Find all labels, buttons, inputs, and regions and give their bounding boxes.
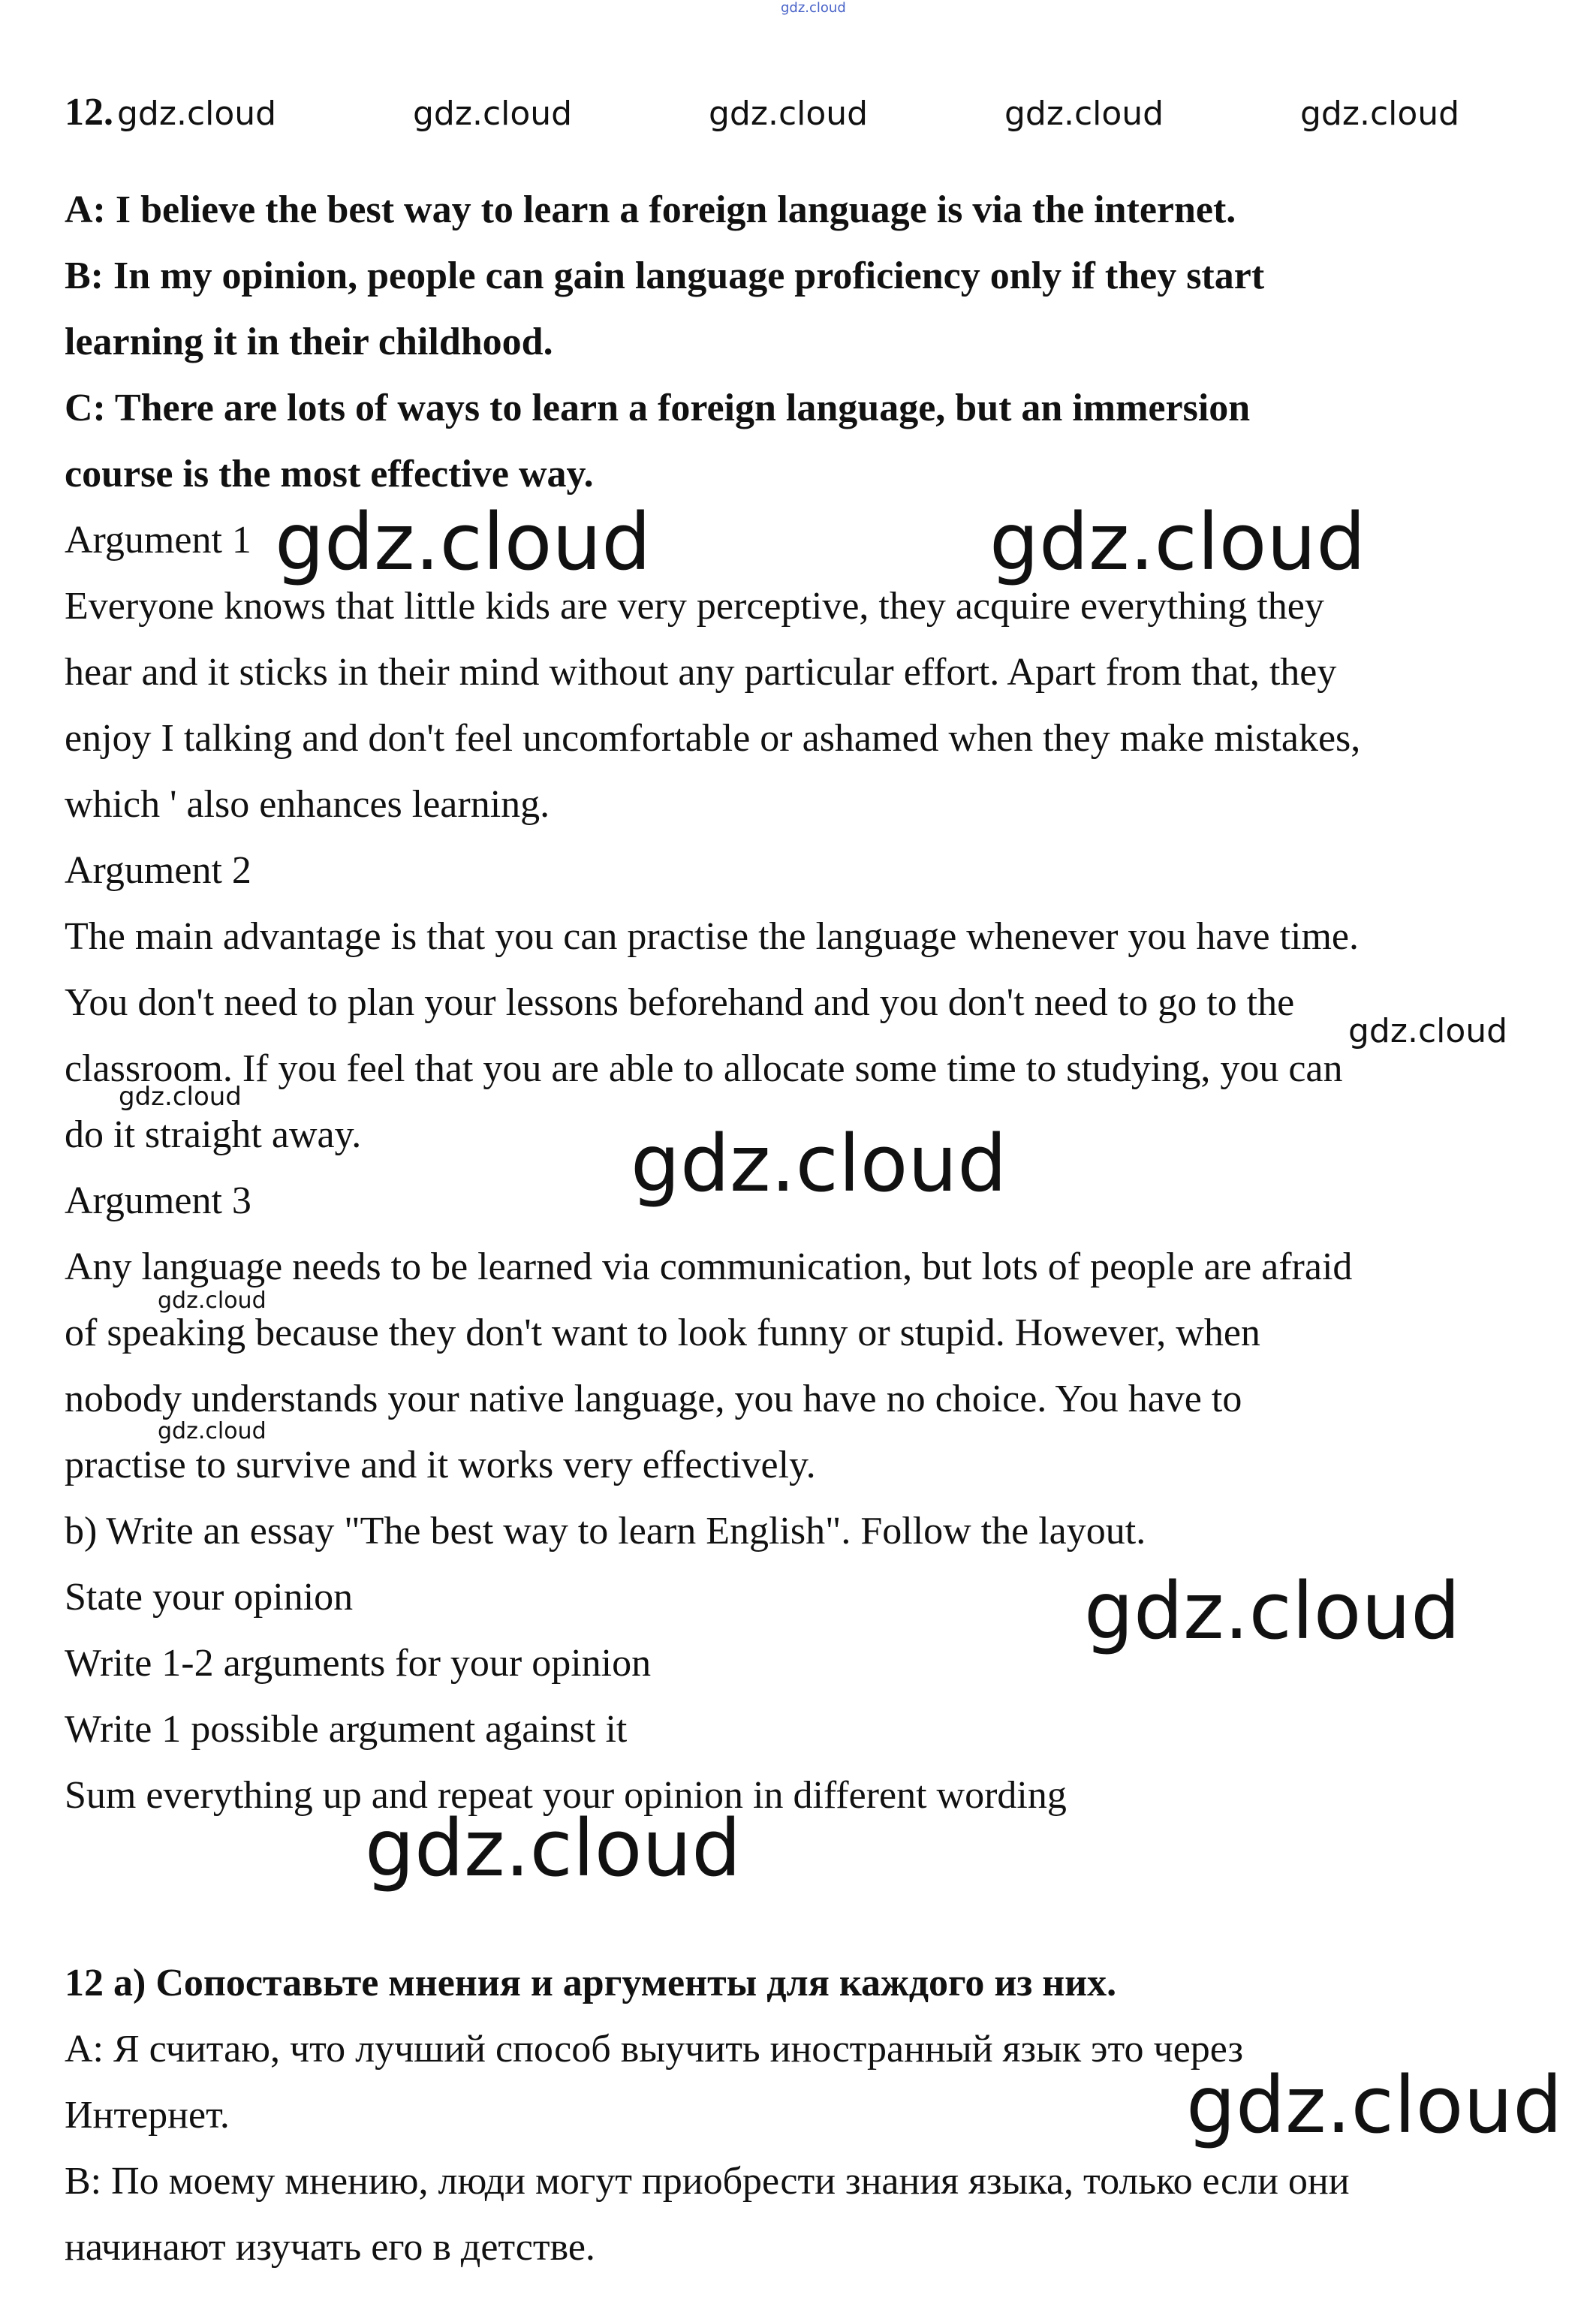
watermark-header-2: gdz.cloud <box>413 95 573 133</box>
argument-3-line1: Any language needs to be learned via communication, but lots of people are afraid <box>65 1245 1353 1288</box>
argument-3-line3: nobody understands your native language, you have no choice. You have to <box>65 1378 1242 1420</box>
watermark-small-1: gdz.cloud <box>1348 1012 1508 1050</box>
argument-3-line4: practise to survive and it works very effectively. <box>65 1444 816 1486</box>
argument-1-label: Argument 1 <box>65 519 251 562</box>
watermark-large-6: gdz.cloud <box>1186 2059 1563 2151</box>
watermark-header-5: gdz.cloud <box>1300 95 1460 133</box>
task-b-step-3: Write 1 possible argument against it <box>65 1708 628 1751</box>
watermark-large-5: gdz.cloud <box>365 1803 742 1894</box>
argument-2-label: Argument 2 <box>65 849 251 892</box>
watermark-large-2: gdz.cloud <box>989 496 1366 588</box>
task-b-step-1: State your opinion <box>65 1576 354 1619</box>
task-b-step-2: Write 1-2 arguments for your opinion <box>65 1642 652 1685</box>
opinion-b-line1: B: In my opinion, people can gain language proficiency only if they start <box>65 254 1265 297</box>
watermark-large-4: gdz.cloud <box>1084 1565 1461 1657</box>
argument-2-line4: do it straight away. <box>65 1113 362 1156</box>
argument-1-line3: enjoy I talking and don't feel uncomfortable or ashamed when they make mistakes, <box>65 717 1361 760</box>
task-b-instruction: b) Write an essay "The best way to learn English". Follow the layout. <box>65 1510 1146 1553</box>
task-b-step-4: Sum everything up and repeat your opinion in different wording <box>65 1774 1067 1817</box>
argument-1-line2: hear and it sticks in their mind without any particular effort. Apart from that, they <box>65 651 1337 694</box>
watermark-header-4: gdz.cloud <box>1004 95 1164 133</box>
opinion-a: A: I believe the best way to learn a foreign language is via the internet. <box>65 188 1236 231</box>
translation-heading: 12 а) Сопоставьте мнения и аргументы для каждого из них. <box>65 1962 1117 2004</box>
watermark-large-3: gdz.cloud <box>631 1118 1007 1209</box>
argument-1-line1: Everyone knows that little kids are very perceptive, they acquire everything they <box>65 585 1324 628</box>
exercise-number: 12. <box>65 91 113 134</box>
opinion-c-line2: course is the most effective way. <box>65 453 594 495</box>
argument-2-line2: You don't need to plan your lessons beforehand and you don't need to go to the <box>65 981 1295 1024</box>
argument-2-line3: classroom. If you feel that you are able to allocate some time to studying, you can <box>65 1047 1343 1090</box>
watermark-header-1: gdz.cloud <box>117 95 277 133</box>
watermark-header-3: gdz.cloud <box>709 95 869 133</box>
watermark-large-1: gdz.cloud <box>275 496 652 588</box>
opinion-c-line1: C: There are lots of ways to learn a foreign language, but an immersion <box>65 387 1251 429</box>
translation-b-line2: начинают изучать его в детстве. <box>65 2226 595 2269</box>
opinion-b-line2: learning it in their childhood. <box>65 321 553 363</box>
translation-b-line1: В: По моему мнению, люди могут приобрести знания языка, только если они <box>65 2160 1350 2203</box>
watermark-small-3: gdz.cloud <box>158 1288 267 1314</box>
translation-a-line1: А: Я считаю, что лучший способ выучить иностранный язык это через <box>65 2028 1244 2071</box>
watermark-top: gdz.cloud <box>781 0 846 16</box>
argument-2-line1: The main advantage is that you can practise the language whenever you have time. <box>65 915 1359 958</box>
translation-a-line2: Интернет. <box>65 2094 230 2137</box>
argument-3-label: Argument 3 <box>65 1179 251 1222</box>
argument-3-line2: of speaking because they don't want to look funny or stupid. However, when <box>65 1312 1260 1354</box>
argument-1-line4: which ' also enhances learning. <box>65 783 550 826</box>
watermark-small-2: gdz.cloud <box>119 1082 242 1112</box>
watermark-small-4: gdz.cloud <box>158 1418 267 1444</box>
